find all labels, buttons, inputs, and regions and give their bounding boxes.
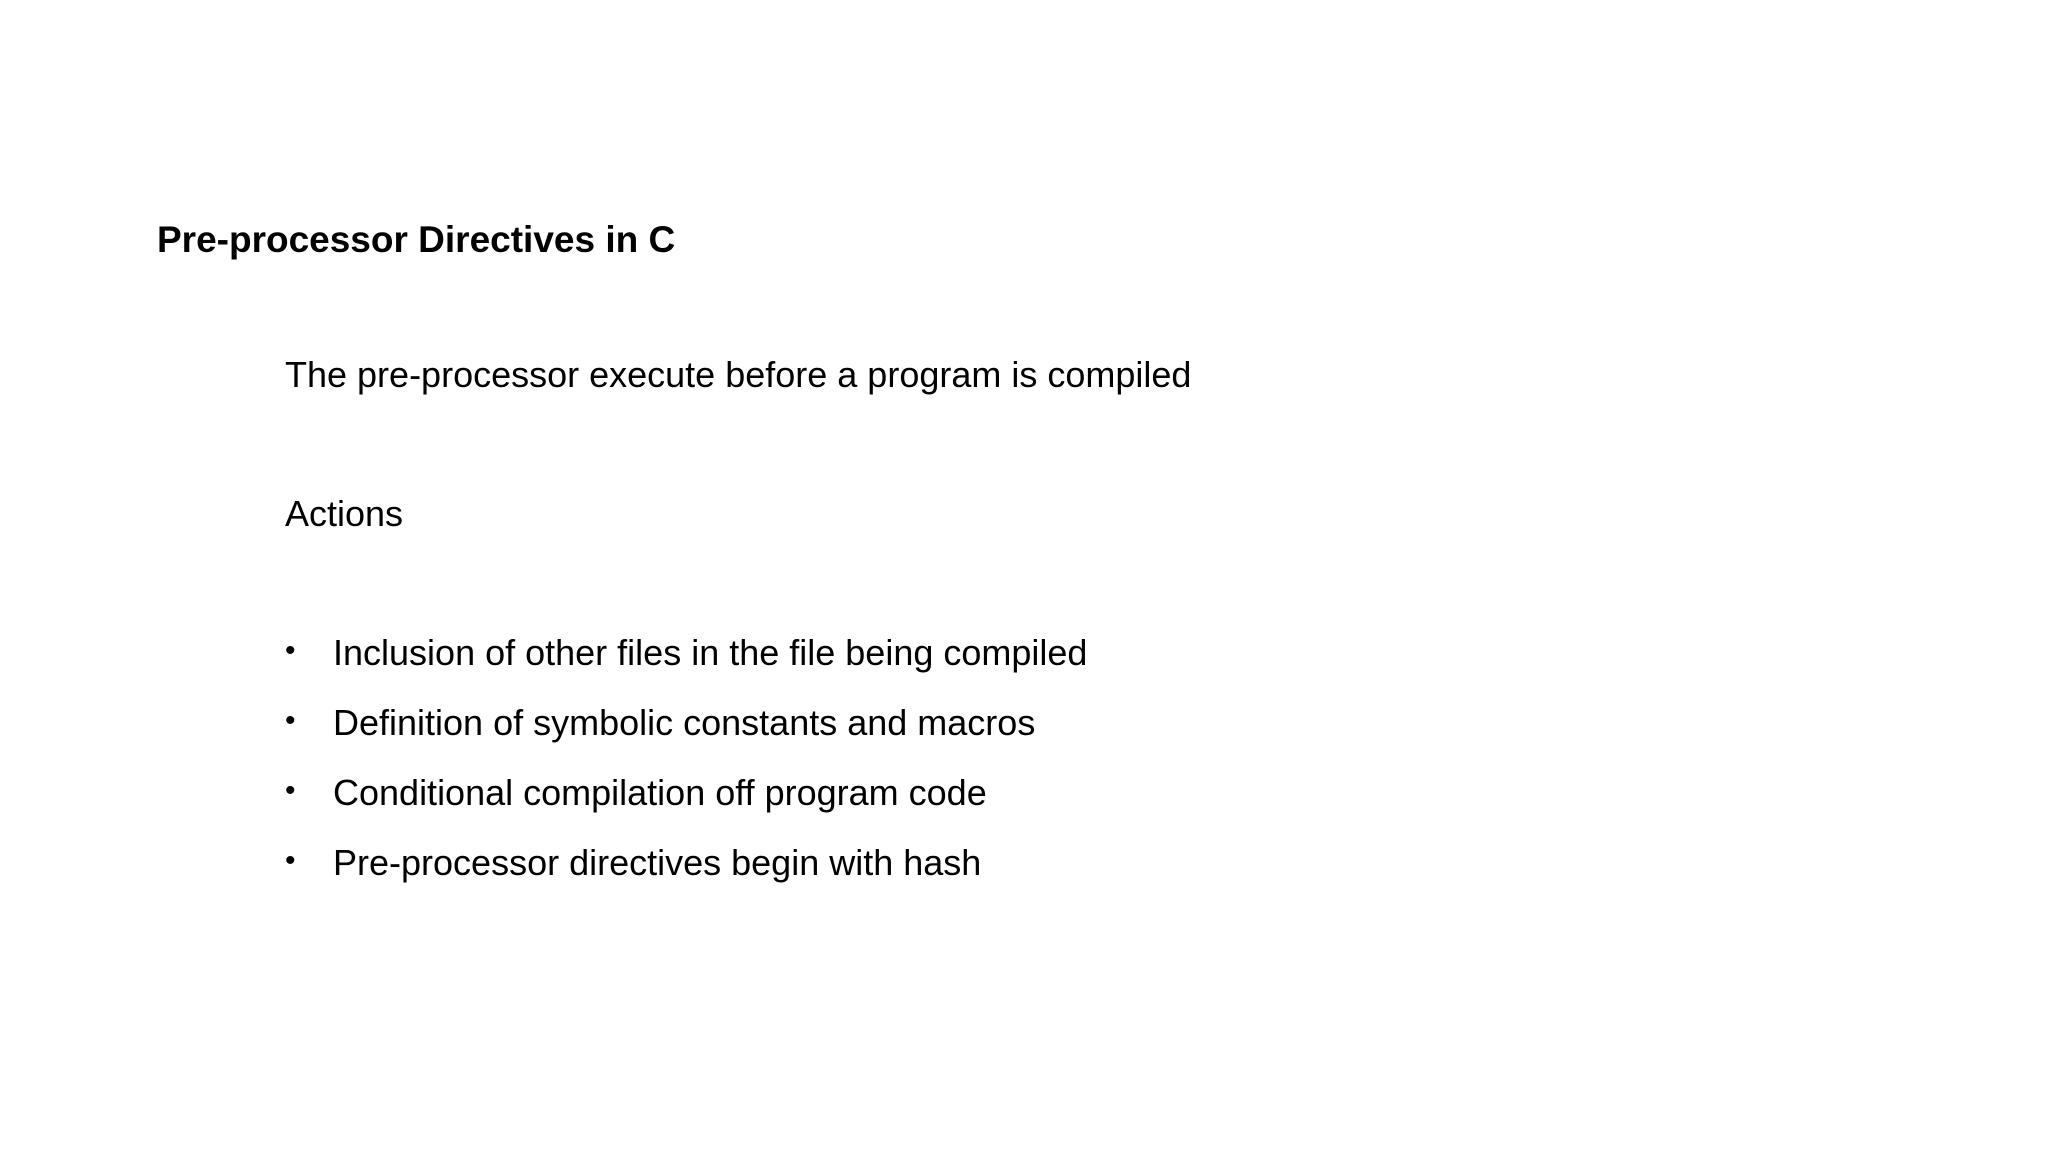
bullet-text: Conditional compilation off program code [333, 772, 987, 813]
bullet-icon: • [285, 704, 296, 737]
bullet-icon: • [285, 774, 296, 807]
bullet-text: Inclusion of other files in the file being compiled [333, 632, 1088, 673]
intro-text: The pre-processor execute before a program is compiled [285, 354, 1192, 395]
actions-heading: Actions [285, 493, 404, 534]
bullet-text: Pre-processor directives begin with hash [333, 842, 982, 883]
bullet-icon: • [285, 634, 296, 667]
bullet-text: Definition of symbolic constants and macros [333, 702, 1036, 743]
bullet-icon: • [285, 844, 296, 877]
slide-title: Pre-processor Directives in C [157, 219, 676, 260]
